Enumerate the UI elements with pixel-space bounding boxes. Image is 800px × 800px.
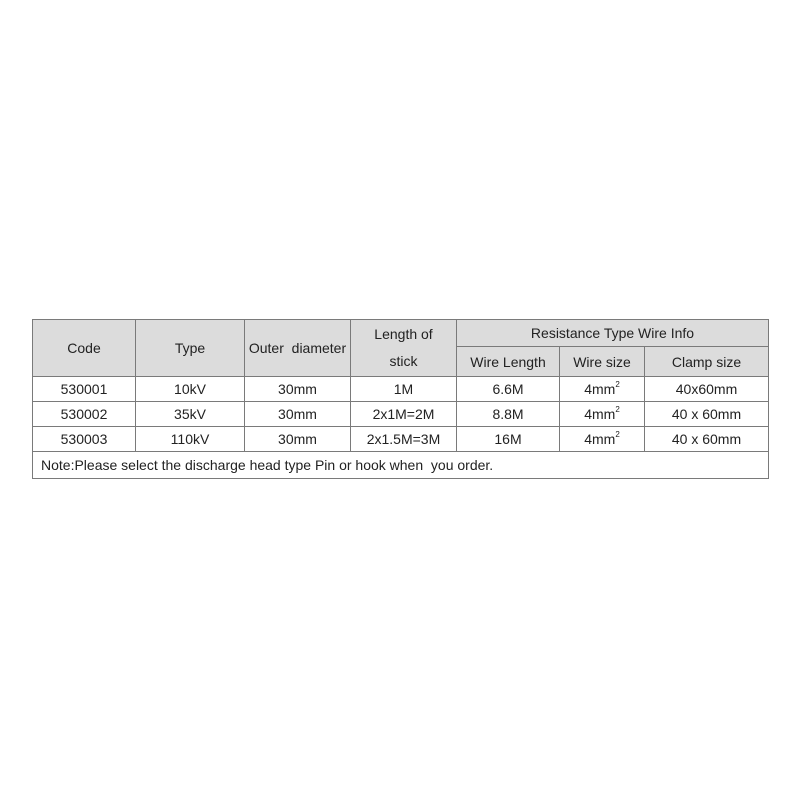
cell-wire-size xyxy=(560,402,645,427)
cell-wire-size xyxy=(560,377,645,402)
wire-size-exponent: 2 xyxy=(615,380,620,389)
spec-table xyxy=(32,319,769,479)
table-header xyxy=(33,320,769,377)
cell-type: 110kV xyxy=(136,427,245,452)
note-label: Note:Please select the discharge head type Pin or hook when you order. xyxy=(41,457,494,473)
table-row xyxy=(33,402,769,427)
wire-size-value: 4mm xyxy=(584,431,616,447)
header-length-line1: Length of xyxy=(374,326,433,342)
wire-size-value: 4mm xyxy=(584,381,616,397)
header-code: Code xyxy=(33,320,136,377)
cell-code: 530003 xyxy=(33,427,136,452)
header-wire-size: Wire size xyxy=(560,347,645,377)
header-row-1 xyxy=(33,320,769,347)
header-length-of-stick xyxy=(351,320,457,377)
cell-length: 2x1M=2M xyxy=(351,402,457,427)
cell-clamp-size: 40x60mm xyxy=(645,377,769,402)
cell-outer-diameter: 30mm xyxy=(245,427,351,452)
table-row xyxy=(33,427,769,452)
header-type: Type xyxy=(136,320,245,377)
note-row xyxy=(33,452,769,479)
wire-size-value: 4mm xyxy=(584,406,616,422)
header-wire-length: Wire Length xyxy=(457,347,560,377)
cell-clamp-size: 40 x 60mm xyxy=(645,402,769,427)
cell-type: 10kV xyxy=(136,377,245,402)
header-group-wire-info: Resistance Type Wire Info xyxy=(457,320,769,347)
table-body xyxy=(33,377,769,479)
header-length-line2: stick xyxy=(389,353,418,369)
cell-wire-size xyxy=(560,427,645,452)
cell-outer-diameter: 30mm xyxy=(245,402,351,427)
header-outer-diameter-label: Outer diameter xyxy=(248,340,347,356)
header-clamp-size: Clamp size xyxy=(645,347,769,377)
cell-type: 35kV xyxy=(136,402,245,427)
wire-size-exponent: 2 xyxy=(615,430,620,439)
cell-code: 530002 xyxy=(33,402,136,427)
cell-wire-length: 6.6M xyxy=(457,377,560,402)
wire-size-exponent: 2 xyxy=(615,405,620,414)
cell-code: 530001 xyxy=(33,377,136,402)
cell-clamp-size: 40 x 60mm xyxy=(645,427,769,452)
cell-wire-length: 16M xyxy=(457,427,560,452)
cell-wire-length: 8.8M xyxy=(457,402,560,427)
note-text xyxy=(33,452,769,479)
cell-length: 1M xyxy=(351,377,457,402)
header-outer-diameter xyxy=(245,320,351,377)
cell-length: 2x1.5M=3M xyxy=(351,427,457,452)
cell-outer-diameter: 30mm xyxy=(245,377,351,402)
table-row xyxy=(33,377,769,402)
